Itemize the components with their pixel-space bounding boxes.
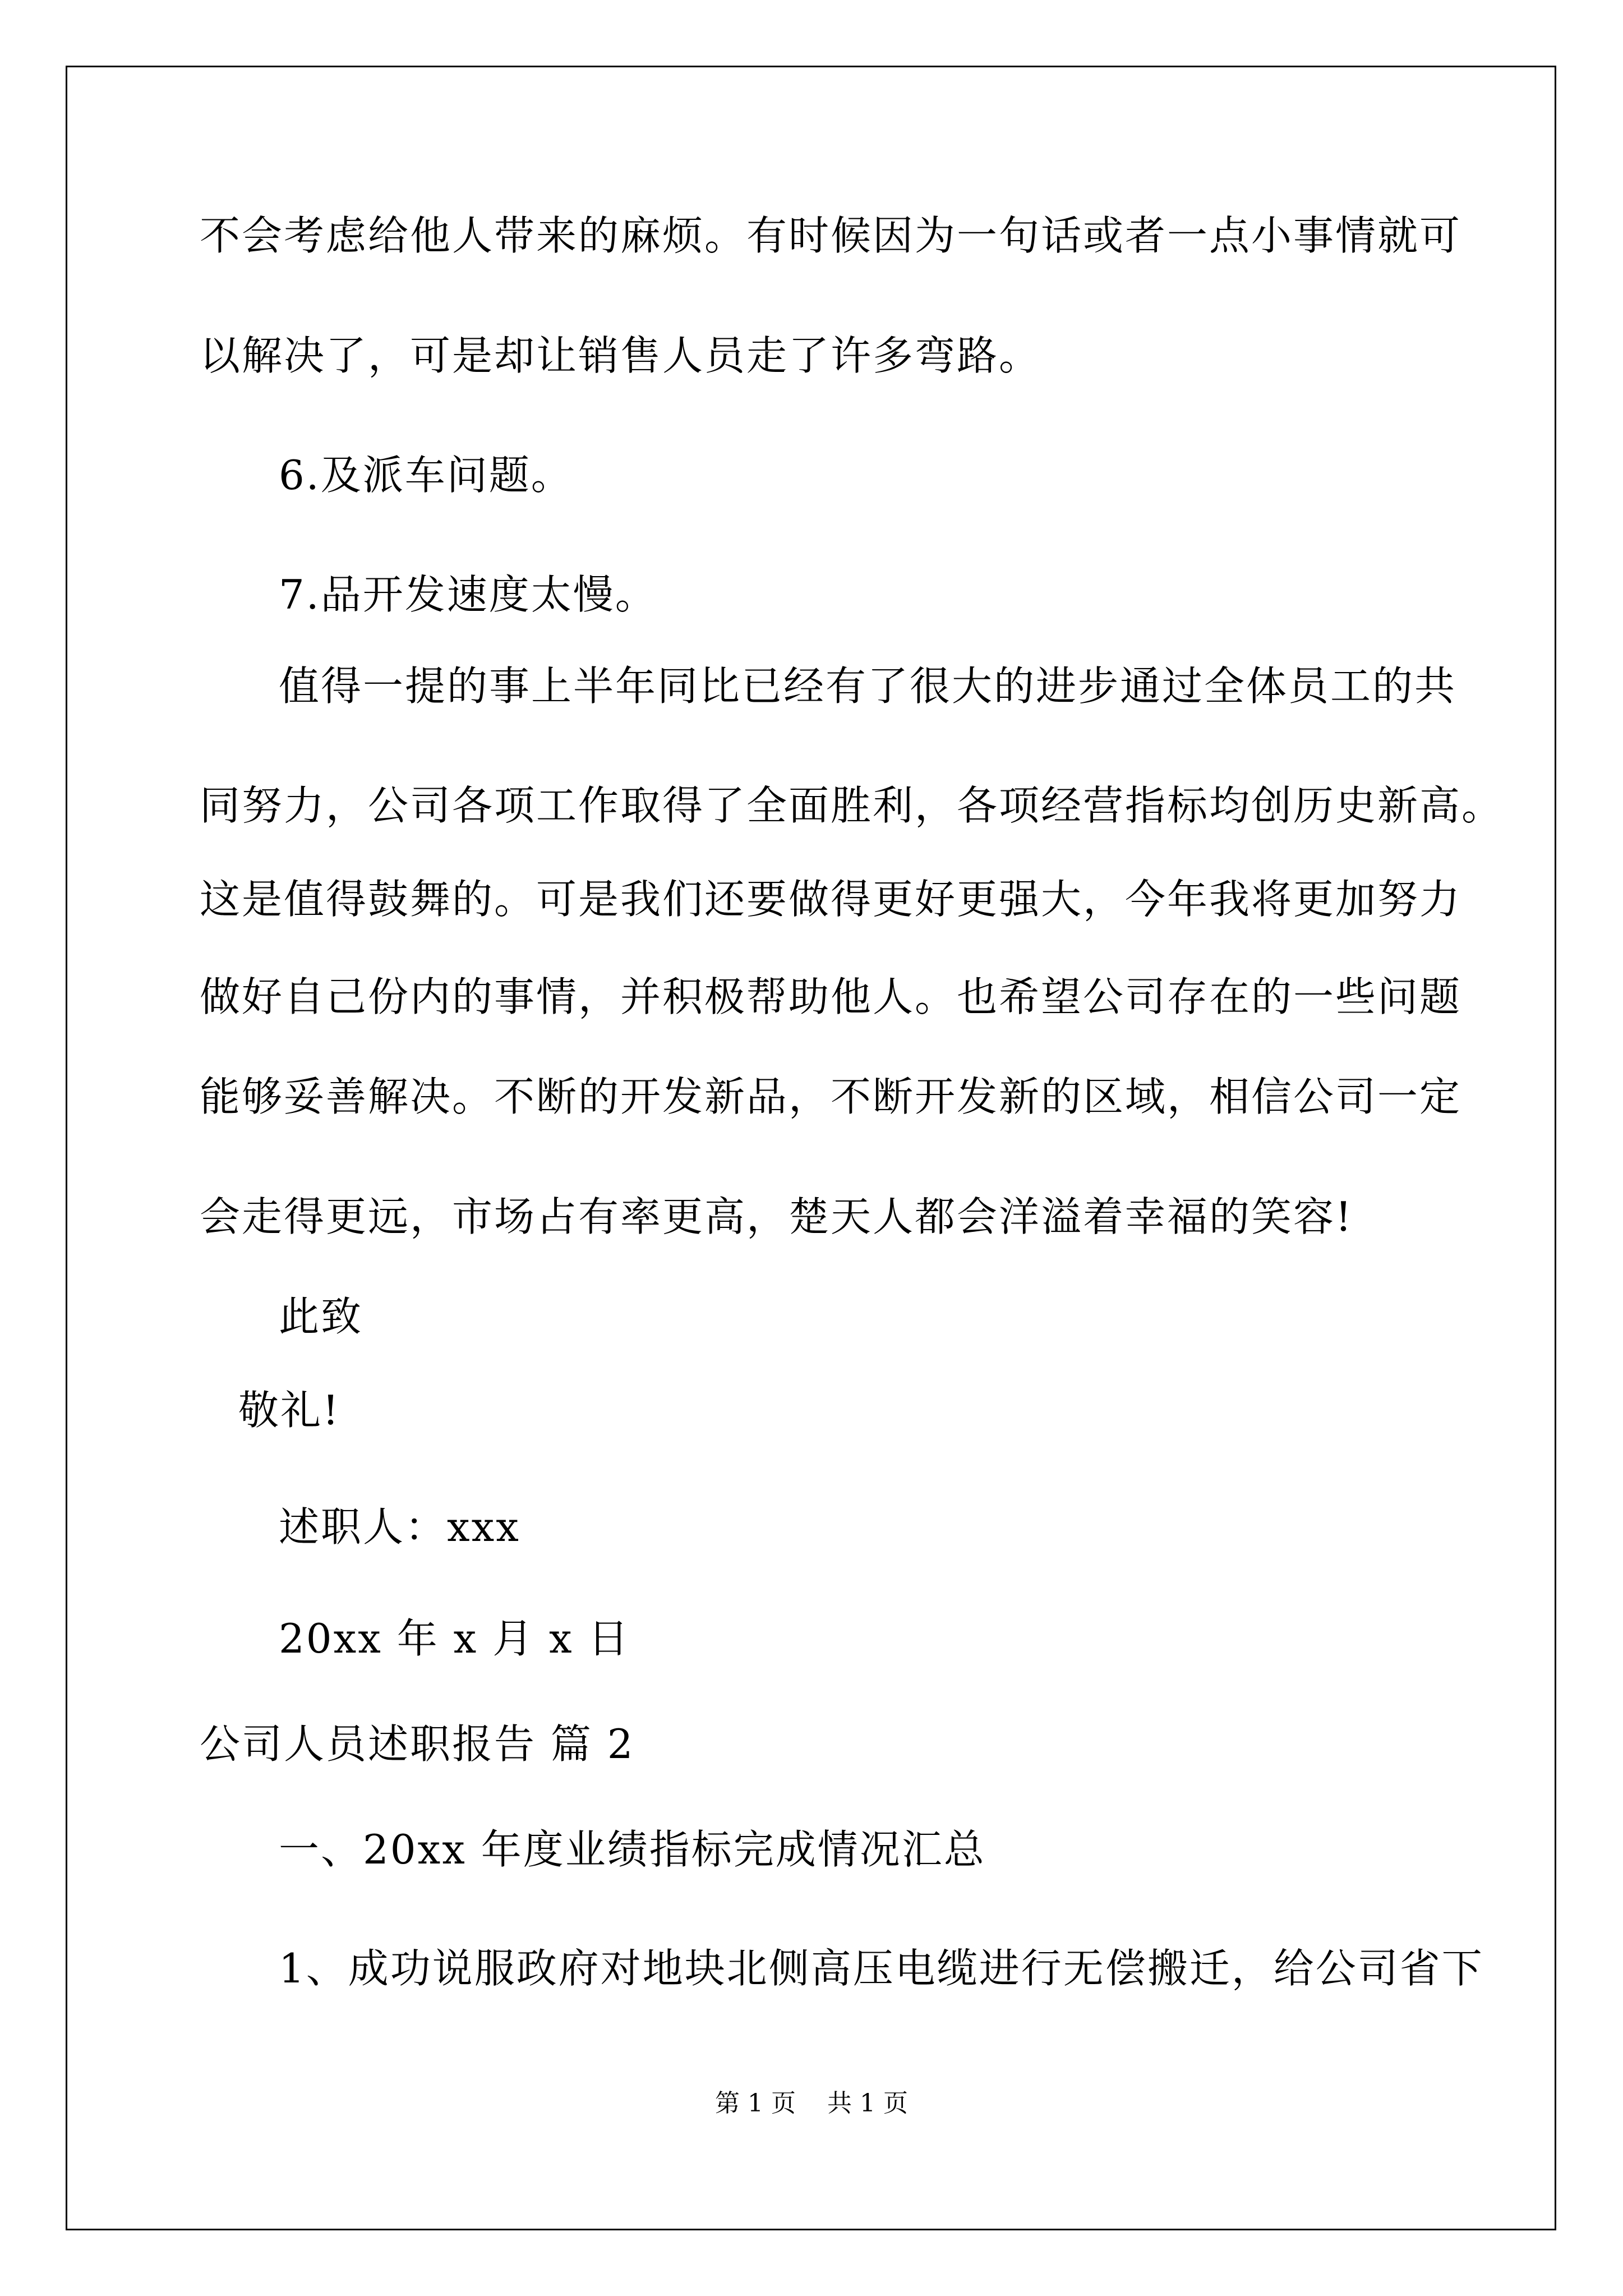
list-item: 7.品开发速度太慢。 — [279, 571, 657, 618]
text-line: 值得一提的事上半年同比已经有了很大的进步通过全体员工的共 — [279, 662, 1457, 710]
date: 20xx 年 x 月 x 日 — [279, 1615, 630, 1662]
text-line: 会走得更远，市场占有率更高，楚天人都会洋溢着幸福的笑容! — [200, 1193, 1353, 1240]
closing-regards: 敬礼! — [238, 1387, 340, 1434]
closing-salutation: 此致 — [279, 1293, 363, 1340]
page-border — [66, 66, 1556, 2230]
text-line: 这是值得鼓舞的。可是我们还要做得更好更强大，今年我将更加努力 — [200, 876, 1462, 923]
text-line: 不会考虑给他人带来的麻烦。有时候因为一句话或者一点小事情就可 — [200, 212, 1462, 259]
text-line: 做好自己份内的事情，并积极帮助他人。也希望公司存在的一些问题 — [200, 973, 1462, 1020]
page-footer — [0, 2087, 1623, 2120]
subsection-heading: 一、20xx 年度业绩指标完成情况汇总 — [279, 1826, 986, 1873]
list-item: 1、成功说服政府对地块北侧高压电缆进行无偿搬迁，给公司省下 — [279, 1945, 1484, 1992]
text-line: 同努力，公司各项工作取得了全面胜利，各项经营指标均创历史新高。 — [200, 782, 1504, 829]
page-number: 第 1 页 — [715, 2089, 796, 2118]
text-line: 能够妥善解决。不断的开发新品，不断开发新的区域，相信公司一定 — [200, 1073, 1462, 1120]
page-total: 共 1 页 — [827, 2089, 908, 2118]
list-item: 6.及派车问题。 — [279, 452, 573, 499]
signature: 述职人：xxx — [279, 1503, 520, 1550]
text-line: 以解决了，可是却让销售人员走了许多弯路。 — [200, 332, 1041, 379]
section-heading: 公司人员述职报告 篇 2 — [200, 1720, 635, 1768]
